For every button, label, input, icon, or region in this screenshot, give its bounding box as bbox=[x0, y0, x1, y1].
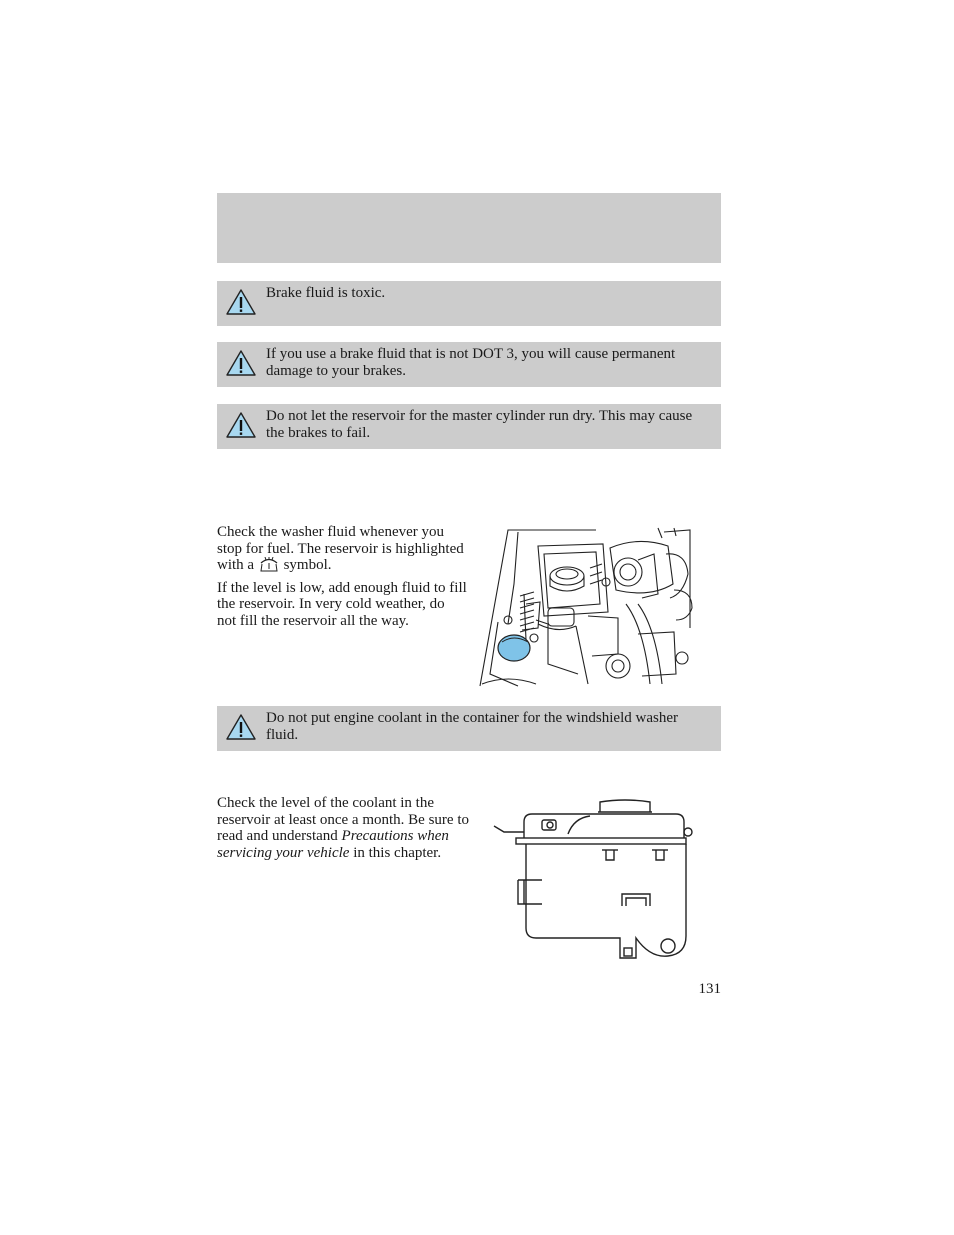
warning-text-3: Do not let the reservoir for the master cylinder run dry. This may cause the brakes to fail. bbox=[266, 408, 693, 441]
warning-text-4: Do not put engine coolant in the container for the windshield washer fluid. bbox=[266, 710, 678, 743]
warning-box-3 bbox=[217, 404, 721, 449]
warning-text-2: If you use a brake fluid that is not DOT 3, you will cause permanent damage to your brakes. bbox=[266, 346, 676, 379]
warning-box-1 bbox=[217, 281, 721, 326]
warning-text-1: Brake fluid is toxic. bbox=[266, 285, 386, 301]
coolant-text-italic: Precautions when servicing your vehicle bbox=[217, 828, 449, 861]
page-number: 131 bbox=[698, 981, 721, 997]
warning-triangle-icon bbox=[225, 349, 257, 377]
coolant-text-start: Check the level of the coolant in the reservoir at least once a month. Be sure to read and understand bbox=[217, 795, 469, 844]
coolant-text-end: in this chapter. bbox=[353, 844, 442, 861]
washer-fluid-symbol-icon bbox=[258, 557, 280, 572]
engine-compartment-illustration bbox=[478, 524, 694, 690]
warning-triangle-icon bbox=[225, 411, 257, 439]
warning-triangle-icon bbox=[225, 713, 257, 741]
coolant-text bbox=[217, 795, 472, 867]
washer-p1-start: Check the washer fluid whenever you stop for fuel. The reservoir is highlighted with a bbox=[217, 524, 464, 573]
coolant-reservoir-illustration bbox=[490, 796, 700, 964]
warning-box-2 bbox=[217, 342, 721, 387]
washer-paragraph-2: If the level is low, add enough fluid to fill the reservoir. In very cold weather, do not fill the reservoir all the way. bbox=[217, 579, 467, 629]
warning-box-4 bbox=[217, 706, 721, 751]
section-header-band bbox=[217, 193, 721, 263]
washer-paragraph-1 bbox=[217, 524, 467, 574]
warning-triangle-icon bbox=[225, 288, 257, 316]
coolant-paragraph bbox=[217, 795, 472, 861]
washer-fluid-text bbox=[217, 524, 467, 635]
washer-p1-end: symbol. bbox=[283, 557, 332, 573]
